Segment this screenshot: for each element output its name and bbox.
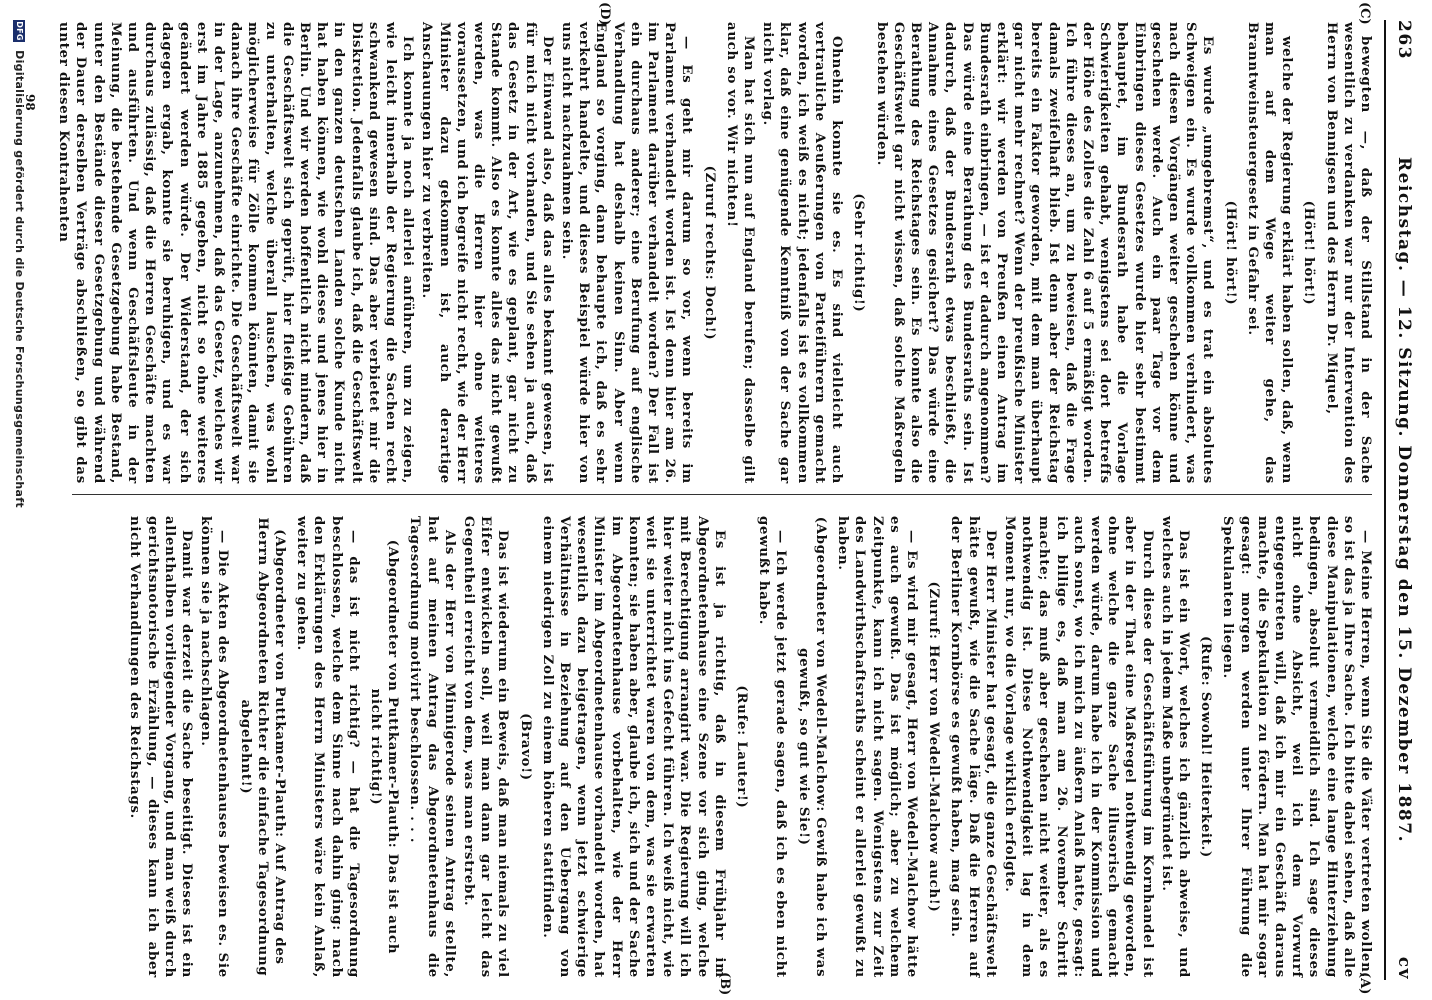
paragraph: Der Einwand also, daß das alles bekannt gewesen, ist für mich nicht vorhanden, und Sie sehen ja auch, daß das Gesetz in der Art, wie es geplant, gar nicht zu Stande kommt. Also es konnte alles das nicht gewußt werden, was die Herren hier ohne weiteres voraussetzen, und ich begreife nicht recht, wie der Herr Minister dazu gekommen ist, auch derartige Anschauungen hier zu verbreiten.	[419, 22, 555, 484]
interjection: (Abgeordneter von Wedell-Malchow: Gewiß habe ich was gewußt, so gut wie Sie!)	[795, 516, 828, 978]
paragraph: Das ist wiederum ein Beweis, daß man niemals zu viel Eifer entwickeln soll, weil man dann gar leicht das Gegentheil erreicht von dem, was man erstrebt.	[461, 516, 511, 978]
page-footer-ref: 98	[23, 94, 37, 111]
page-title: Reichstag. — 12. Sitzung. Donnerstag den 15. Dezember 1887.	[1394, 157, 1414, 843]
paragraph: — das ist nicht richtig? — hat die Tagesordnung beschlossen, welche dem Sinne nach dahin ging: nach den Erklärungen des Herrn Ministers wäre kein Anlaß, weiter zu gehen.	[294, 516, 361, 978]
interjection: (Hört! hört!)	[1301, 200, 1317, 306]
interjection: (Hört! hört!)	[1222, 200, 1238, 306]
paragraph: Als der Herr von Minnigerode seinen Antrag stellte, hat auf meinen Antrag das Abgeordnetenhaus die Tagesordnung motivirt beschlossen. . . .	[407, 516, 457, 978]
interjection: (Sehr richtig!)	[851, 193, 867, 313]
text-column-left	[53, 22, 1374, 484]
margin-marker-b: (B)	[717, 972, 732, 996]
interjection: (Rufe: Lauter!)	[734, 685, 750, 809]
page-header	[1384, 20, 1414, 980]
paragraph: Damit war derzeit die Sache beseitigt. Dieses ist ein allenthalben vorliegender Vorgang, und man weiß durch gerichtsnotorische Erzählung, — dieses kann ich aber nicht Verhandlungen des Reichstags.	[127, 516, 194, 978]
interjection: (Zuruf rechts: Doch!)	[701, 165, 717, 341]
paragraph: welche der Regierung erklärt haben sollen, daß, wenn man auf dem Wege weiter gehe, das Branntweinsteuergesetz in Gefahr sei.	[1244, 22, 1295, 484]
paragraph: bewegten —, daß der Stillstand in der Sache wesentlich zu verdanken war nur der Intervention des Herrn von Bennigsen und des Herrn Dr. Miquel,	[1323, 22, 1373, 484]
paragraph: — Meine Herren, wenn Sie die Väter vertreten wollen, so ist das ja Ihre Sache. Ich bitte dabei sehen, daß alle diese Manipulationen, welche eine lange Hinterziehung bedingen, absolut vermeidlich sind. Ich sage dieses nicht ohne Absicht, weil ich dem Vorwurf entgegentreten will, daß ich mir ein Geschäft daraus machte, die Spekulation zu fördern. Man hat mir sogar gesagt: morgen werden unter Ihrer Führung die Spekulanten liegen.	[1220, 516, 1373, 978]
interjection: (Rufe: Sowohl! Heiterkeit.)	[1198, 635, 1214, 859]
paragraph: — Es wird mir gesagt, Herr von Wedell-Malchow hätte es auch gewußt. Das ist möglich; aber zu welchem Zeitpunkte, kann ich nicht sagen. Wenigstens zur Zeit des Landwirthschaftsraths scheint er allerlei gewußt zu haben.	[835, 516, 919, 978]
paragraph: Es ist ja richtig, daß in diesem Frühjahr im Abgeordnetenhause eine Szene vor sich ging, welche mit Berechtigung arrangirt war. Die Regierung will ich hier weiter nicht ins Gefecht führen. Ich weiß nicht, wie weit sie unterrichtet waren von dem, was sie erwarten konnten; sie haben aber, glaube ich, sich und der Sache im Abgeordnetenhause vorbehalten, wie der Herr Minister im Abgeordnetenhause vorhandelt worden, hat wesentlich dazu beigetragen, wenn jetzt schwierige Verhältnisse in Beziehung auf den Uebergang von einem niedrigen Zoll zu einem höheren stattfinden.	[539, 516, 727, 978]
column-divider	[72, 494, 1372, 495]
interjection: (Zuruf: Herr von Wedell-Malchow auch!)	[926, 581, 942, 913]
paragraph: Ohnehin konnte sie es. Es sind vielleicht auch vertrauliche Aeußerungen von Parteiführern gemacht worden, ich weiß es nicht; jedenfalls ist es vollkommen klar, daß eine genügende Kenntniß von der Sache gar nicht vorlag.	[760, 22, 845, 484]
interjection: (Abgeordneter von Puttkamer-Plauth: Auf Antrag des Herrn Abgeordneten Richter die einfache Tagesordnung abgelehnt!)	[237, 517, 288, 977]
digitization-text: Digitalisierung gefördert durch die Deutsche Forschungsgemeinschaft	[13, 50, 26, 508]
paragraph: Man hat sich nun auf England berufen; dasselbe gilt auch so vor. Wir nichten!	[723, 22, 757, 484]
paragraph: Es wurde „umgebremst“, und es trat ein absolutes Schweigen ein. Es wurde vollkommen verhindert, was nach diesen Vorgängen weiter geschehen könne und geschehen werde. Auch ein paar Tage vor dem Einbringen dieses Gesetzes wurde hier sehr bestimmt behauptet, im Bundesrath habe die Vorlage Schwierigkeiten gehabt, wenigstens sei dort betreffs der Höhe des Zolles die Zahl 6 auf 5 ermäßigt worden. Ich führe dieses an, um zu beweisen, daß die Frage damals zweifelhaft blieb. Ist denn aber der Reichstag bereits ein Faktor geworden, mit dem man überhaupt gar nicht mehr rechnet? Wenn der preußische Minister erklärt: wir werden von Preußen einen Antrag im Bundesrath einbringen, — ist er dadurch angenommen? Das würde eine Berathung des Bundesraths sein. Ist dadurch, daß der Bundesrath etwas beschließt, die Annahme eines Gesetzes gesichert? Das würde eine Berathung des Reichstages sein. Es konnte also die Geschäftswelt gar nicht wissen, daß solche Maßregeln bestehen würden.	[873, 22, 1216, 484]
paragraph: — Es geht mir darum so vor, wenn bereits im Parlament verhandelt worden ist. Ist denn hier am 26. im Parlament darüber verhandelt worden? Der Fall ist ein durchaus anderer; eine Berufung auf englische Verhandlung hat deshalb keinen Sinn. Aber wenn England so vorging, dann behaupte ich, daß es sehr verkehrt handelte, und dieses Beispiel würde hier von uns nicht nachzuahmen sein.	[559, 22, 695, 484]
paragraph: — Die Akten des Abgeordnetenhauses beweisen es. Sie können sie ja nachschlagen.	[198, 516, 231, 978]
header-right-mark: cv	[1394, 956, 1414, 980]
paragraph: Ich konnte ja noch allerlei anführen, um zu zeigen, wie leicht innerhalb der Regierung die Sachen recht schwankend gewesen sind. Das aber verbietet mir die Diskretion. Jedenfalls glaube ich, daß die Geschäftswelt in den ganzen deutschen Landen solche Kunde nicht hat haben können, wie wohl dieses und jenes hier in Berlin. Und wir werden hoffentlich nicht mindern, daß die Geschäftswelt sich geprüft, hier fleißige Gebühren zu unterhalten, welche überall lauschen, was wohl möglicherweise für Zölle kommen könnten, damit sie danach ihre Geschäfte einrichte. Die Geschäftswelt war in der Lage, anzunehmen, daß das Gesetz, welches wir erst im Jahre 1885 gegeben, nicht so ohne weiteres geändert werden würde. Der Widerstand, der sich dagegen ergab, konnte sie beruhigen, und es war durchaus zulässig, daß die Herren Geschäfte machten und ausführten. Und wenn Geschäftsleute in der Meinung, die bestehende Gesetzgebung habe Bestand, unter den Bestände dieser Gesetzgebung und während der Dauer derselben Verträge abschließen, so gibt das unter diesen Kontrahenten	[56, 22, 416, 484]
text-column-right	[124, 516, 1374, 978]
paragraph: Durch diese der Geschäftsführung im Kornhandel ist aber in der That eine Maßregel nothwendig geworden, ohne welche die ganze Sache illusorisch gemacht werden würde, darum habe ich in der Kommission und auch sonst, wo ich mich zu äußern Anlaß hatte, gesagt: ich billige es, daß man am 26. November Schritt machte; das muß aber geschehen nicht weiter, als es nothwendig ist. Diese Nothwendigkeit lag in dem Moment nur, wo die Vorlage wirklich erfolgte.	[1001, 516, 1155, 978]
margin-marker-a: (A)	[1357, 972, 1372, 995]
paragraph: Der Herr Minister hat gesagt, die ganze Geschäftswelt hätte gewußt, wie die Sache läge. Daß die Herren auf der Berliner Kornbörse es gewußt haben, mag sein.	[948, 516, 998, 978]
page-number: 263	[1394, 20, 1414, 60]
paragraph: — Ich werde jetzt gerade sagen, daß ich es eben nicht gewußt habe.	[756, 516, 789, 978]
interjection: (Abgeordneter von Puttkamer-Plauth: Das ist auch nicht richtig!)	[368, 539, 401, 955]
interjection: (Bravo!)	[517, 713, 533, 781]
margin-marker-d: (D)	[597, 2, 612, 26]
dfg-logo-icon: DFG	[15, 21, 24, 41]
margin-marker-c: (C)	[1357, 2, 1372, 25]
digitization-note	[8, 20, 26, 980]
paragraph: Das ist ein Wort, welches ich gänzlich abweise, und welches auch in jedem Maße unbegründet ist.	[1158, 516, 1191, 978]
